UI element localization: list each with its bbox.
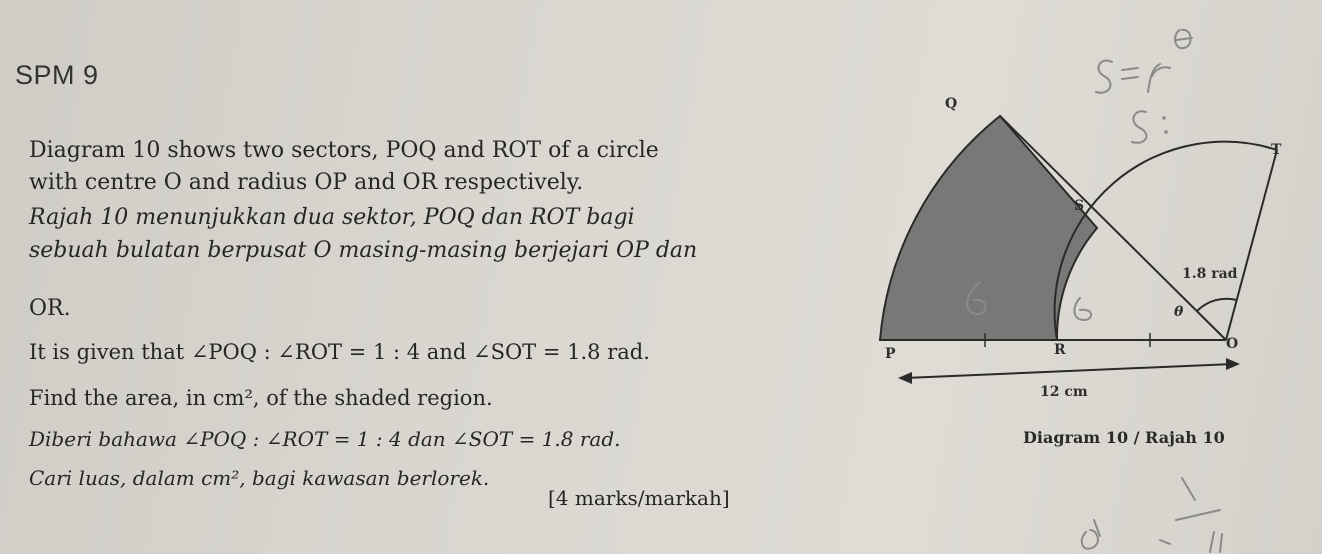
label-t: T [1271,142,1282,158]
length-label: 12 cm [1040,384,1088,400]
angle-label: 1.8 rad [1182,266,1238,282]
label-p: P [885,346,896,362]
english-line-1: Diagram 10 shows two sectors, POQ and ROT of a circle [29,138,659,163]
line-ot [1226,150,1277,340]
malay-line-1: Rajah 10 menunjukkan dua sektor, POQ dan ROT bagi [29,205,635,230]
label-o: O [1226,336,1239,352]
malay-given: Diberi bahawa ∠POQ : ∠ROT = 1 : 4 dan ∠SOT = 1.8 rad. [29,427,621,451]
shaded-region [880,116,1097,340]
handwriting-formula-top [1096,30,1192,93]
english-find: Find the area, in cm², of the shaded region. [29,386,493,410]
handwriting-bottom-scribbles [1082,478,1222,552]
marks-label: [4 marks/markah] [548,486,730,510]
theta-label: θ [1174,304,1184,320]
malay-line-3: OR. [29,296,71,321]
arrowhead-left [898,372,912,384]
dimension-arrow [905,364,1233,378]
label-r: R [1054,342,1066,358]
handwriting-six-b [1074,298,1091,320]
arrowhead-right [1226,358,1240,370]
malay-line-2: sebuah bulatan berpusat O masing-masing berjejari OP dan [29,238,698,263]
label-s: S [1074,198,1085,214]
english-given: It is given that ∠POQ : ∠ROT = 1 : 4 and ∠SOT = 1.8 rad. [29,340,650,364]
label-q: Q [945,96,958,112]
english-line-2: with centre O and radius OP and OR respectively. [29,170,584,195]
page-heading: SPM 9 [15,60,99,90]
diagram-caption: Diagram 10 / Rajah 10 [1023,428,1225,447]
angle-arc-sot [1197,299,1237,311]
malay-find: Cari luas, dalam cm², bagi kawasan berlorek. [29,466,490,490]
handwriting-formula-second [1132,111,1168,143]
